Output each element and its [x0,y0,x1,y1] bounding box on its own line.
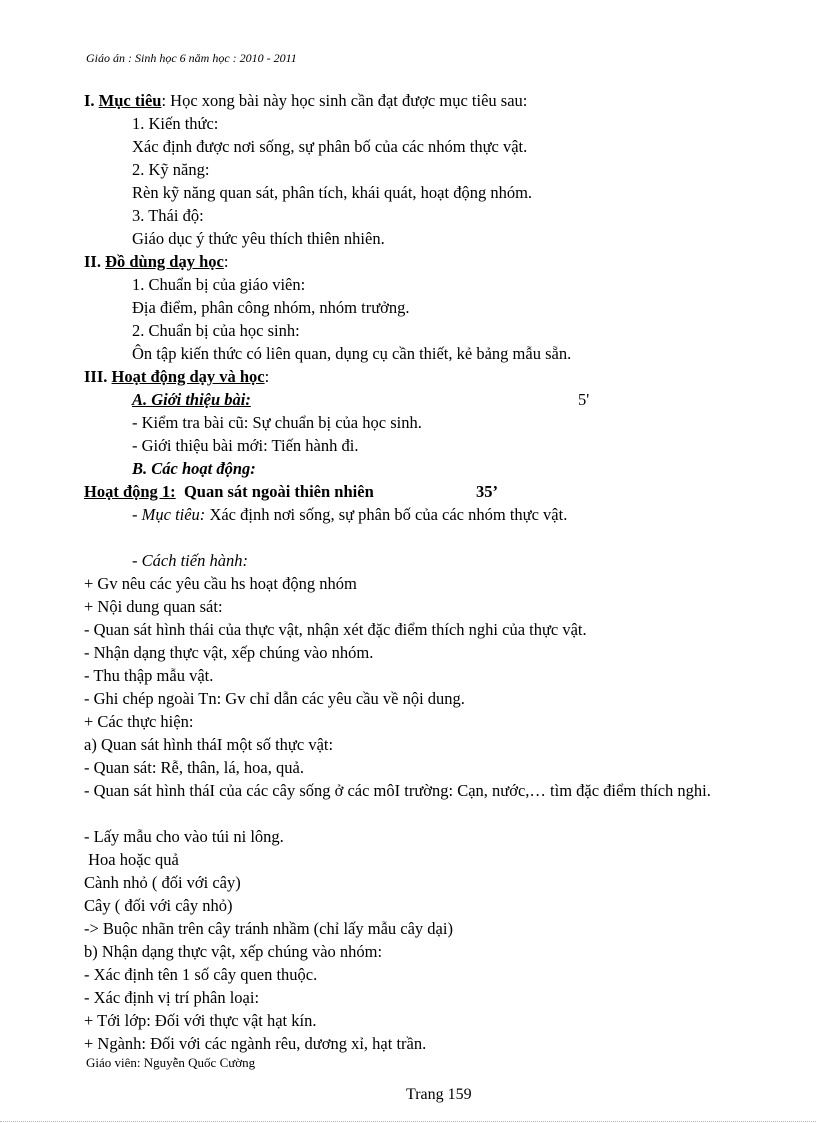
body-line: -> Buộc nhãn trên cây tránh nhầm (chỉ lấy mẫu cây dại) [84,919,453,938]
intro-heading [84,388,784,411]
intro-title: A. Giới thiệu bài: [132,390,251,409]
body-line: + Ngành: Đối với các ngành rêu, dương xỉ, hạt trần. [84,1034,427,1053]
body-line: - Thu thập mẫu vật. [84,666,214,685]
section-3-number: III. [84,367,112,386]
section-1-line: Rèn kỹ năng quan sát, phân tích, khái quát, hoạt động nhóm. [132,183,533,202]
section-1-line: 2. Kỹ năng: [132,160,210,179]
body-line: - Quan sát: Rễ, thân, lá, hoa, quả. [84,758,304,777]
section-2-title: Đồ dùng dạy học [105,252,224,271]
justified-paragraph: - Quan sát hình tháI của các cây sống ở các môI trường: Cạn, nước,… tìm đặc điểm thích nghi. [84,781,711,800]
body-line: - Nhận dạng thực vật, xếp chúng vào nhóm. [84,643,374,662]
section-2-heading [84,250,784,273]
section-1-title: Mục tiêu [98,91,162,110]
section-2-number: II. [84,252,106,271]
section-1-line: Giáo dục ý thức yêu thích thiên nhiên. [132,229,385,248]
goal-text: Xác định nơi sống, sự phân bố của các nhóm thực vật. [205,505,568,524]
body-line: - Xác định vị trí phân loại: [84,988,260,1007]
body-line: + Gv nêu các yêu cầu hs hoạt động nhóm [84,574,357,593]
body-line: a) Quan sát hình tháI một số thực vật: [84,735,334,754]
activity-1-label: Hoạt động 1: [84,482,176,501]
goal-label: - Mục tiêu: [132,505,206,524]
section-1-heading [84,89,784,112]
body-line: - Ghi chép ngoài Tn: Gv chỉ dẫn các yêu cầu về nội dung. [84,689,465,708]
method-label: - Cách tiến hành: [132,551,248,570]
page-bottom-rule [0,1121,816,1122]
intro-line: - Kiểm tra bài cũ: Sự chuẩn bị của học sinh. [132,413,422,432]
blank-line [84,526,784,549]
body-line: Cây ( đối với cây nhỏ) [84,896,233,915]
section-1-line: Xác định được nơi sống, sự phân bố của các nhóm thực vật. [132,137,528,156]
activity-1-heading [84,480,784,503]
body-line: + Các thực hiện: [84,712,194,731]
section-1-line: 1. Kiến thức: [132,114,219,133]
intro-time: 5' [578,390,590,409]
intro-line: - Giới thiệu bài mới: Tiến hành đi. [132,436,359,455]
section-2-line: Địa điểm, phân công nhóm, nhóm trưởng. [132,298,410,317]
lesson-content [84,89,784,1055]
section-2-line: 2. Chuẩn bị của học sinh: [132,321,300,340]
section-2-line: Ôn tập kiến thức có liên quan, dụng cụ cần thiết, kẻ bảng mẫu sẵn. [132,344,572,363]
footer-teacher: Giáo viên: Nguyễn Quốc Cường [86,1055,256,1070]
section-3-rest: : [264,367,270,386]
section-1-line: 3. Thái độ: [132,206,204,225]
activity-1-goal [84,503,784,526]
body-line: + Tới lớp: Đối với thực vật hạt kín. [84,1011,317,1030]
activity-1-time: 35’ [476,482,498,501]
body-line: - Xác định tên 1 số cây quen thuộc. [84,965,318,984]
section-1-number: I. [84,91,99,110]
body-line: + Nội dung quan sát: [84,597,223,616]
section-1-rest: : Học xong bài này học sinh cần đạt được mục tiêu sau: [161,91,528,110]
section-3-heading [84,365,784,388]
body-line: - Quan sát hình thái của thực vật, nhận xét đặc điểm thích nghi của thực vật. [84,620,587,639]
activity-1-title: Quan sát ngoài thiên nhiên [175,482,374,501]
body-line: - Lấy mẫu cho vào túi ni lông. [84,827,284,846]
page-number: Trang 159 [406,1086,472,1103]
section-2-rest: : [223,252,229,271]
page-header: Giáo án : Sinh học 6 năm học : 2010 - 2011 [86,51,297,65]
body-line: b) Nhận dạng thực vật, xếp chúng vào nhóm: [84,942,383,961]
body-line: Hoa hoặc quả [84,850,179,869]
activities-title: B. Các hoạt động: [132,459,256,478]
activities-heading [84,457,784,480]
body-line: Cành nhỏ ( đối với cây) [84,873,241,892]
section-2-line: 1. Chuẩn bị của giáo viên: [132,275,306,294]
section-3-title: Hoạt động dạy và học [111,367,265,386]
